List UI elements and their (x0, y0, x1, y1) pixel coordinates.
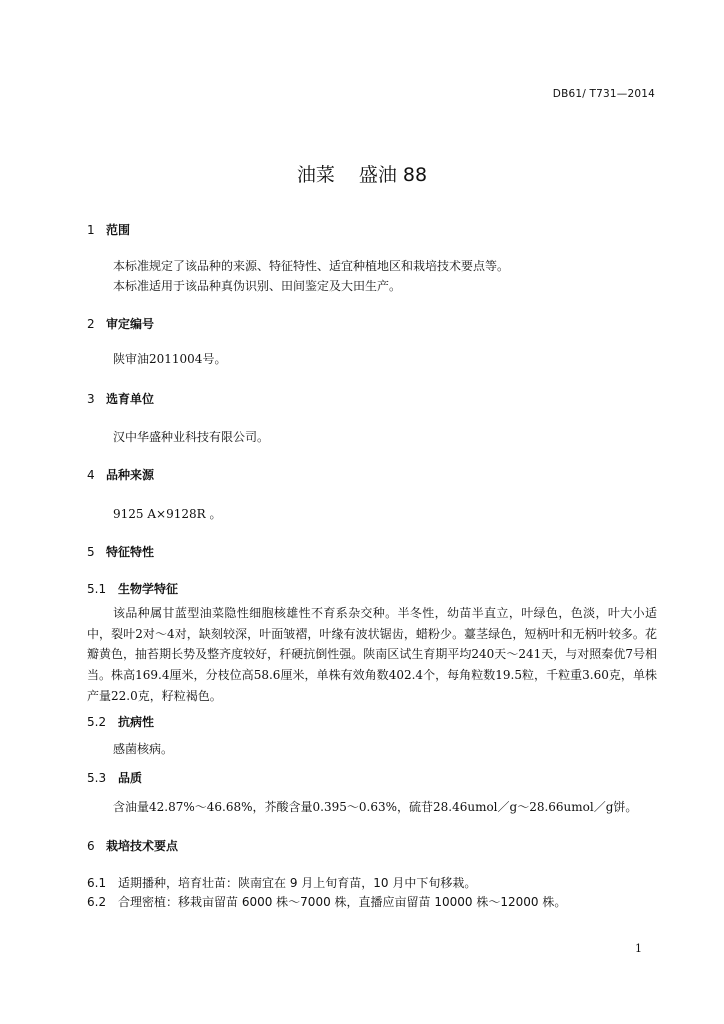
section-1-heading: 1 范围 (87, 223, 131, 237)
section-5-2-text: 感菌核病。 (113, 742, 174, 756)
section-1-line-1: 本标准规定了该品种的来源、特征特性、适宜种植地区和栽培技术要点等。 (113, 259, 510, 273)
page-number: 1 (635, 942, 642, 955)
section-5-3-heading: 5.3 品质 (87, 771, 143, 785)
section-5-1-paragraph: 该品种属甘蓝型油菜隐性细胞核雄性不育系杂交种。半冬性，幼苗半直立，叶绿色，色淡，叶大小适中，裂叶2对～4对，缺刻较深，叶面皱褶，叶缘有波状锯齿，蜡粉少。薹茎绿色，短柄叶和无柄叶较多。花瓣黄色，抽苔期长势及整齐度较好，秆硬抗倒性强。陕南区试生育期平均240天～241天，与对照秦优7号相当。株高169.4厘米，分枝位高58.6厘米，单株有效角数402.4个，每角粒数19.5粒，千粒重3.60克，单株产量22.0克，籽粒褐色。 (87, 606, 657, 703)
section-5-heading: 5 特征特性 (87, 545, 155, 559)
section-4-heading: 4 品种来源 (87, 468, 155, 482)
section-6-heading: 6 栽培技术要点 (87, 839, 179, 853)
section-1-line-2: 本标准适用于该品种真伪识别、田间鉴定及大田生产。 (113, 279, 402, 293)
section-6-2-item: 6.2 合理密植：移栽亩留苗 6000 株～7000 株，直播应亩留苗 10000 株～12000 株。 (87, 895, 567, 909)
section-3-text: 汉中华盛种业科技有限公司。 (113, 430, 270, 444)
section-6-1-item: 6.1 适期播种，培育壮苗：陕南宜在 9 月上旬育苗，10 月中下旬移栽。 (87, 876, 477, 890)
title-crop: 油菜 (296, 164, 335, 186)
section-5-2-heading: 5.2 抗病性 (87, 715, 155, 729)
section-4-text: 9125 A×9128R 。 (113, 507, 222, 521)
section-3-heading: 3 选育单位 (87, 392, 155, 406)
page-title (0, 160, 724, 187)
section-2-heading: 2 审定编号 (87, 317, 155, 331)
title-variety: 盛油 88 (358, 164, 428, 186)
section-5-3-text: 含油量42.87%～46.68%，芥酸含量0.395～0.63%，硫苷28.46umol／g～28.66umol／g饼。 (113, 800, 638, 814)
section-5-1-heading: 5.1 生物学特征 (87, 582, 179, 596)
section-2-text: 陕审油2011004号。 (113, 352, 227, 366)
standard-code: DB61/ T731—2014 (552, 88, 655, 100)
